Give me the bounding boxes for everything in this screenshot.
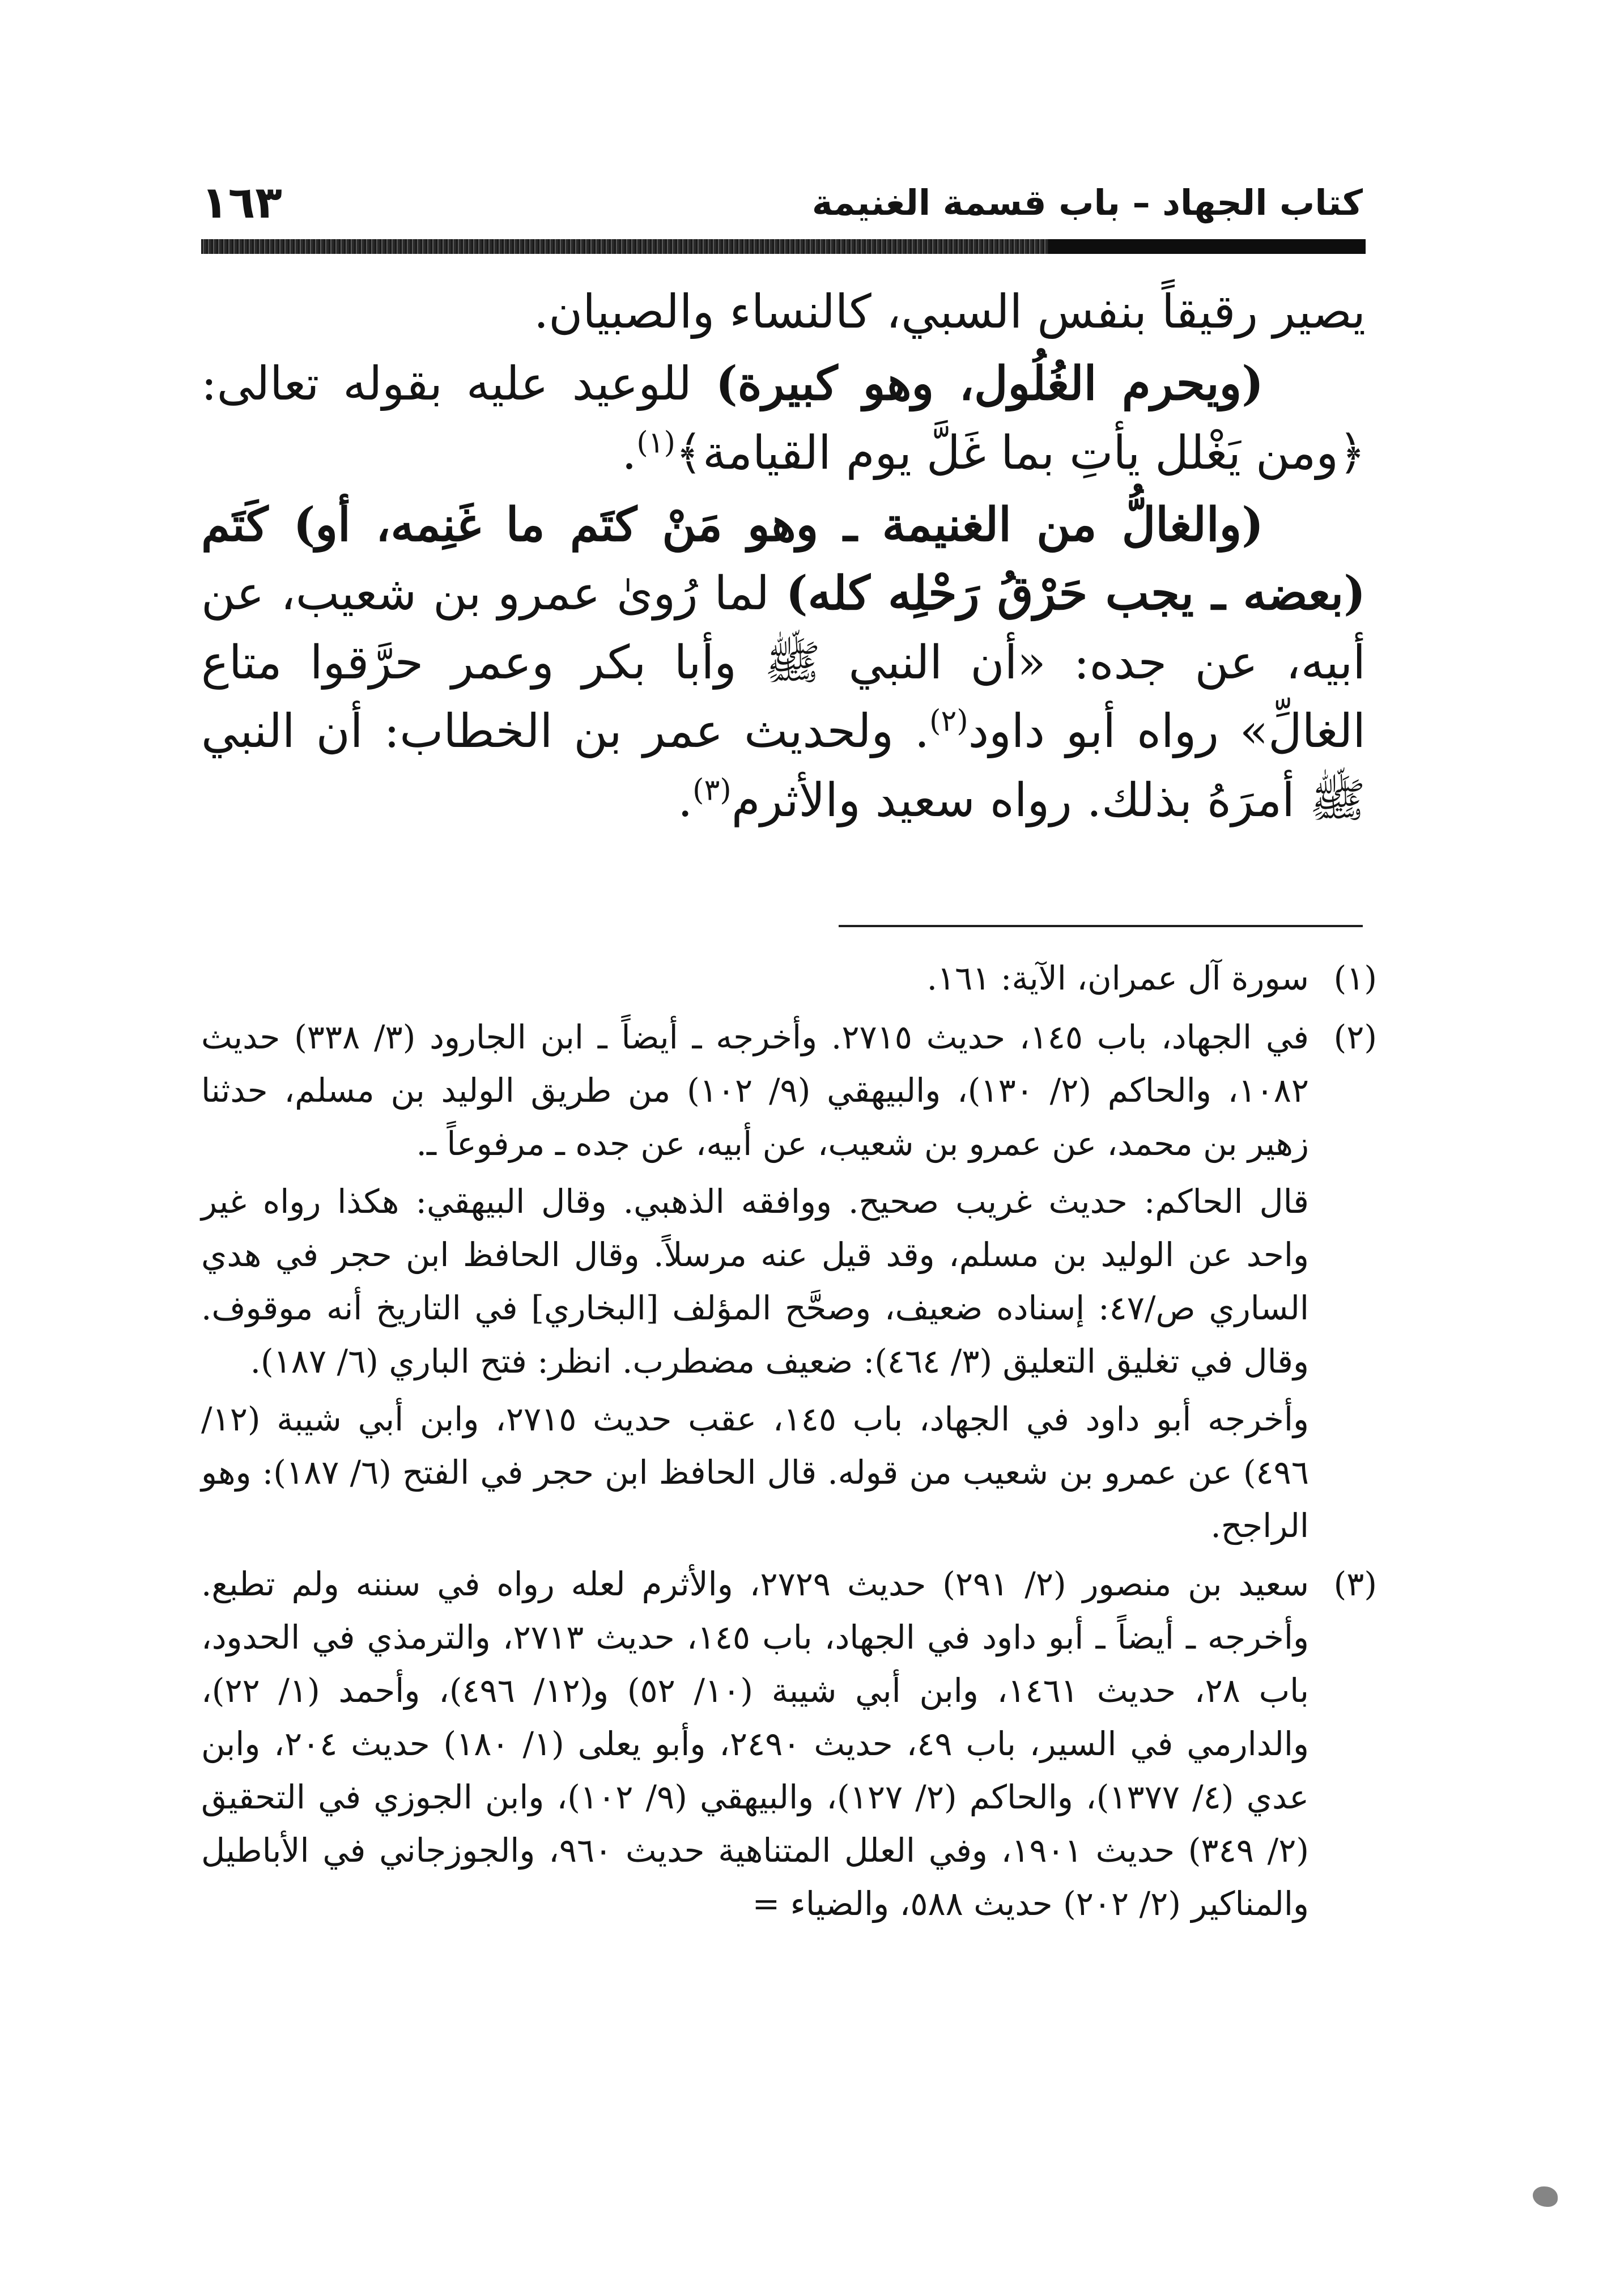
footnote-body [201, 1558, 1309, 1931]
running-title: كتاب الجهاد – باب قسمة الغنيمة [811, 182, 1363, 223]
footnote-paragraph: سعيد بن منصور (٢/ ٢٩١) حديث ٢٧٢٩، والأثرم لعله رواه في سننه ولم تطبع. وأخرجه ـ أيضاً ـ أبو داود في الجهاد، باب ١٤٥، حديث ٢٧١٣، والترمذي في الحدود، باب ٢٨، حديث ١٤٦١، وابن أبي شيبة (١٠/ ٥٢) و(١٢/ ٤٩٦)، وأحمد (١/ ٢٢)، والدارمي في السير، باب ٤٩، حديث ٢٤٩٠، وأبو يعلى (١/ ١٨٠) حديث ٢٠٤، وابن عدي (٤/ ١٣٧٧)، والحاكم (٢/ ١٢٧)، والبيهقي (٩/ ١٠٢)، وابن الجوزي في التحقيق (٢/ ٣٤٩) حديث ١٩٠١، وفي العلل المتناهية حديث ٩٦٠، والجوزجاني في الأباطيل والمناكير (٢/ ٢٠٢) حديث ٥٨٨، والضياء = [201, 1565, 1310, 1923]
footnote-ref-1: (١) [636, 426, 675, 460]
footnote-paragraph: في الجهاد، باب ١٤٥، حديث ٢٧١٥. وأخرجه ـ أيضاً ـ ابن الجارود (٣/ ٣٣٨) حديث ١٠٨٢، والحاكم (٢/ ١٣٠)، والبيهقي (٩/ ١٠٢) من طريق الوليد بن مسلم، حدثنا زهير بن محمد، عن عمرو بن شعيب، عن أبيه، عن جده ـ مرفوعاً ـ. [201, 1017, 1309, 1163]
main-text [201, 278, 1366, 835]
footnote-number: (٣) [1333, 1565, 1377, 1604]
main-paragraph-2 [201, 350, 1366, 487]
footnote-body [201, 1011, 1309, 1553]
footnote-number: (٢) [1333, 1017, 1377, 1056]
matn-text: (ويحرم الغُلُول، وهو كبيرة) [715, 356, 1264, 411]
sentence-end: . [622, 426, 637, 480]
sharh-text: للوعيد عليه بقوله تعالى: ﴿ومن يَغْلل يأتِ بما غَلَّ يوم القيامة﴾ [201, 357, 1366, 480]
footnote-ref-3: (٣) [692, 773, 732, 808]
sentence-end: . [678, 773, 693, 827]
footnote-paragraph: سورة آل عمران، الآية: ١٦١. [926, 959, 1309, 997]
page-header [201, 167, 1363, 235]
footnote-ref-2: (٢) [929, 704, 968, 738]
footnote-3 [201, 1558, 1377, 1931]
footnote-body [201, 952, 1309, 1005]
main-paragraph-1: يصير رقيقاً بنفس السبي، كالنساء والصبيان. [534, 285, 1366, 339]
footnote-number: (١) [1333, 959, 1377, 997]
footnote-paragraph: قال الحاكم: حديث غريب صحيح. ووافقه الذهبي. وقال البيهقي: هكذا رواه غير واحد عن الوليد بن مسلم، وقد قيل عنه مرسلاً. وقال الحافظ ابن حجر في هدي الساري ص/٤٧: إسناده ضعيف، وصحَّح المؤلف [البخاري] في التاريخ أنه موقوف. وقال في تغليق التعليق (٣/ ٤٦٤): ضعيف مضطرب. انظر: فتح الباري (٦/ ١٨٧). [201, 1182, 1309, 1381]
footnote-1 [201, 952, 1377, 1005]
sharh-text: . ولحديث عمر بن الخطاب: أن النبي ﷺ أمرَهُ بذلك. رواه سعيد والأثرم [201, 704, 1366, 827]
matn-text: (والغالُّ من الغنيمة ـ وهو مَنْ كتَم ما غَنِمه، أو) كَتَم (بعضه ـ يجب حَرْقُ رَحْلِه كله) [201, 498, 1366, 621]
footnotes [201, 952, 1377, 1931]
footnote-paragraph: وأخرجه أبو داود في الجهاد، باب ١٤٥، عقب حديث ٢٧١٥، وابن أبي شيبة (١٢/ ٤٩٦) عن عمرو بن شعيب من قوله. قال الحافظ ابن حجر في الفتح (٦/ ١٨٧): وهو الراجح. [201, 1399, 1309, 1545]
page-number: ١٦٣ [201, 177, 282, 228]
header-rule [201, 239, 1366, 254]
main-paragraph-3 [201, 491, 1366, 835]
sharh-text: لما رُوىٰ عمرو بن شعيب، عن أبيه، عن جده: «أن النبي ﷺ وأبا بكر وعمر حرَّقوا متاع الغالِّ» رواه أبو داود [201, 567, 1366, 759]
footnote-separator [839, 925, 1363, 927]
scan-mark [1533, 2186, 1558, 2207]
footnote-2 [201, 1011, 1377, 1553]
